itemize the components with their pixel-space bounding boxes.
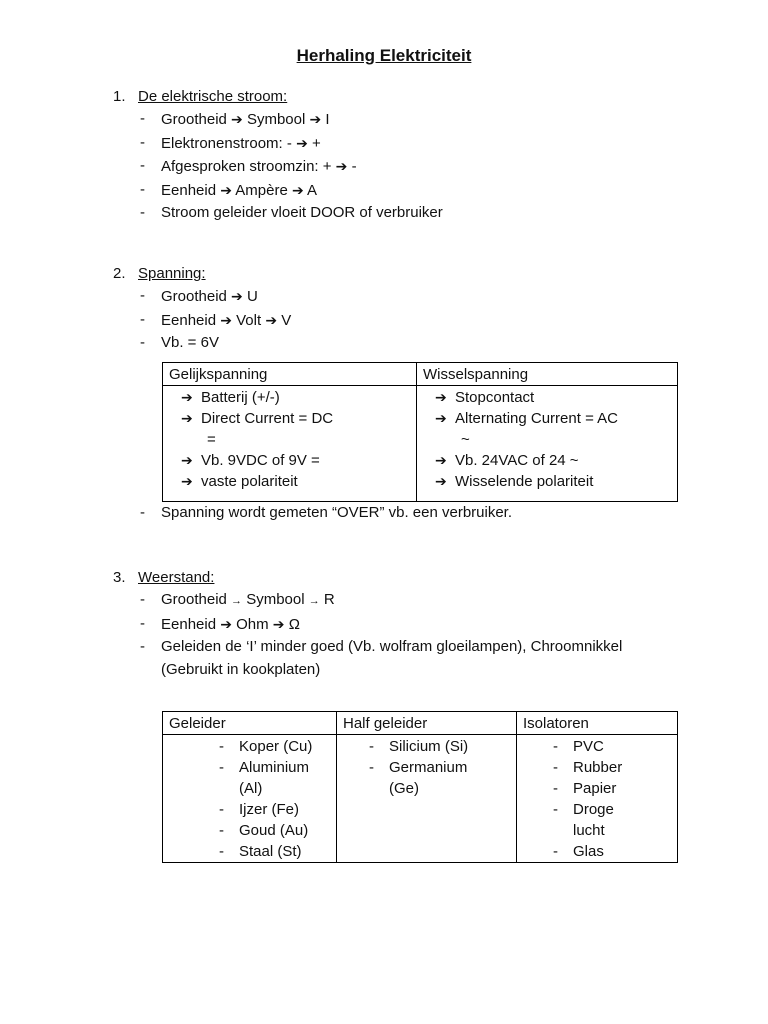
arrow-right-icon: ➔ xyxy=(220,181,232,198)
bullet-dash: - xyxy=(140,504,145,521)
list-item: - PVC xyxy=(553,738,604,755)
arrow-right-icon: ➔ xyxy=(435,452,447,468)
arrow-right-icon: ➔ xyxy=(181,452,193,468)
arrow-right-icon: → xyxy=(231,595,243,607)
table-cell-conductors xyxy=(163,735,337,863)
list-item: ➔ Vb. 9VDC of 9V = xyxy=(181,452,320,469)
table-header-cell: Isolatoren xyxy=(517,712,678,735)
list-item: - Eenheid ➔ Ampère ➔ A xyxy=(138,179,443,203)
list-item: - Staal (St) xyxy=(219,843,302,860)
list-item: - Afgesproken stroomzin: + ➔ - xyxy=(138,155,443,179)
table-cell-dc xyxy=(163,386,417,502)
list-item: ➔ vaste polariteit xyxy=(181,473,298,490)
list-item: ➔ Batterij (+/-) xyxy=(181,389,280,406)
list-item: - Elektronenstroom: - ➔ + xyxy=(138,132,443,156)
section-2-number: 2. xyxy=(113,265,126,282)
bullet-dash: - xyxy=(140,591,145,608)
list-item: - Glas xyxy=(553,843,604,860)
table-header-cell: Geleider xyxy=(163,712,337,735)
bullet-dash: - xyxy=(140,133,145,151)
table-header-row xyxy=(163,363,678,386)
arrow-right-icon: ➔ xyxy=(220,311,232,328)
bullet-dash: - xyxy=(140,638,145,655)
bullet-dash: - xyxy=(553,738,558,755)
arrow-right-icon: ➔ xyxy=(181,389,193,405)
bullet-dash: - xyxy=(369,759,374,776)
list-item: ➔ Direct Current = DC xyxy=(181,410,334,427)
section-3-number: 3. xyxy=(113,569,126,586)
bullet-dash: - xyxy=(219,759,224,776)
list-item: - Silicium (Si) xyxy=(369,738,469,755)
materials-table xyxy=(162,711,678,863)
arrow-right-icon: ➔ xyxy=(231,288,243,304)
arrow-right-icon: ➔ xyxy=(231,111,243,127)
arrow-right-icon: ➔ xyxy=(335,158,348,174)
list-item: - Grootheid ➔ Symbool ➔ I xyxy=(138,108,443,132)
list-item: ➔ Alternating Current = AC xyxy=(435,410,619,427)
conductors-list xyxy=(169,736,330,862)
list-item: ➔ Vb. 24VAC of 24 ~ xyxy=(435,452,579,469)
section-1-heading: De elektrische stroom: xyxy=(138,88,288,105)
list-item: ➔ Stopcontact xyxy=(435,389,535,406)
arrow-right-icon: ➔ xyxy=(181,473,193,489)
list-item: - Aluminium xyxy=(219,759,310,776)
table-cell-ac xyxy=(417,386,678,502)
list-item: - Rubber xyxy=(553,759,623,776)
table-cell-insulators xyxy=(517,735,678,863)
list-item: - Stroom geleider vloeit DOOR of verbruiker xyxy=(138,202,443,225)
section-3-list xyxy=(138,589,698,681)
arrow-right-icon: ➔ xyxy=(220,615,232,632)
table-header-row xyxy=(163,712,678,735)
arrow-right-icon: ➔ xyxy=(272,615,285,632)
bullet-dash: - xyxy=(140,204,145,221)
table-cell-semiconductors xyxy=(337,735,517,863)
list-item: ➔ Wisselende polariteit xyxy=(435,473,594,490)
bullet-dash: - xyxy=(553,843,558,860)
list-item: lucht xyxy=(573,822,605,839)
section-2-list xyxy=(138,285,291,355)
bullet-dash: - xyxy=(219,822,224,839)
arrow-right-icon: ➔ xyxy=(309,111,322,127)
table-row xyxy=(163,735,678,863)
page-title: Herhaling Elektriciteit xyxy=(296,46,472,65)
list-item: - Papier xyxy=(553,780,617,797)
list-item: - Eenheid ➔ Ohm ➔ Ω xyxy=(138,613,698,637)
table-header-cell: Wisselspanning xyxy=(417,363,678,386)
voltage-table xyxy=(162,362,678,502)
semiconductors-list xyxy=(343,736,510,799)
dc-list xyxy=(169,387,410,492)
bullet-dash: - xyxy=(140,110,145,127)
arrow-right-icon: ➔ xyxy=(296,134,308,151)
table-header-cell: Gelijkspanning xyxy=(163,363,417,386)
ac-list xyxy=(423,387,671,492)
section-1-number: 1. xyxy=(113,88,126,105)
list-item: - Vb. = 6V xyxy=(138,332,291,355)
table-row xyxy=(163,386,678,502)
list-item: - Eenheid ➔ Volt ➔ V xyxy=(138,309,291,333)
arrow-right-icon: ➔ xyxy=(435,410,447,426)
bullet-dash: - xyxy=(369,738,374,755)
arrow-right-icon: ➔ xyxy=(435,389,447,405)
list-item: (Al) xyxy=(239,780,263,797)
bullet-dash: - xyxy=(553,780,558,797)
bullet-dash: - xyxy=(219,843,224,860)
list-item: - Droge xyxy=(553,801,614,818)
list-item: - Koper (Cu) xyxy=(219,738,313,755)
arrow-right-icon: ➔ xyxy=(435,473,447,489)
list-item: - Spanning wordt gemeten “OVER” vb. een verbruiker. xyxy=(138,502,512,525)
bullet-dash: - xyxy=(553,801,558,818)
list-item: - Grootheid ➔ U xyxy=(138,285,291,309)
insulators-list xyxy=(523,736,671,862)
list-item: - Germanium xyxy=(369,759,468,776)
list-item: - Grootheid → Symbool → R xyxy=(138,589,698,613)
section-2-after-list xyxy=(138,502,512,525)
bullet-dash: - xyxy=(140,157,145,174)
section-1-list xyxy=(138,108,443,225)
arrow-right-icon: → xyxy=(308,595,320,607)
list-item: - Goud (Au) xyxy=(219,822,309,839)
section-2-heading: Spanning: xyxy=(138,265,206,282)
list-item: (Ge) xyxy=(389,780,419,797)
bullet-dash: - xyxy=(219,738,224,755)
list-item: ~ xyxy=(461,431,470,448)
bullet-dash: - xyxy=(140,287,145,304)
bullet-dash: - xyxy=(140,310,145,328)
list-item: = xyxy=(207,431,216,448)
arrow-right-icon: ➔ xyxy=(181,410,193,426)
arrow-right-icon: ➔ xyxy=(291,181,304,198)
list-item: - Geleiden de ‘I’ minder goed (Vb. wolfram gloeilampen), Chroomnikkel (Gebruikt in kookplaten) xyxy=(140,638,623,678)
bullet-dash: - xyxy=(140,334,145,351)
bullet-dash: - xyxy=(219,801,224,818)
table-header-cell: Half geleider xyxy=(337,712,517,735)
bullet-dash: - xyxy=(140,614,145,632)
bullet-dash: - xyxy=(553,759,558,776)
bullet-dash: - xyxy=(140,180,145,198)
arrow-right-icon: ➔ xyxy=(265,311,278,328)
list-item: - Ijzer (Fe) xyxy=(219,801,299,818)
section-3-heading: Weerstand: xyxy=(138,569,215,586)
